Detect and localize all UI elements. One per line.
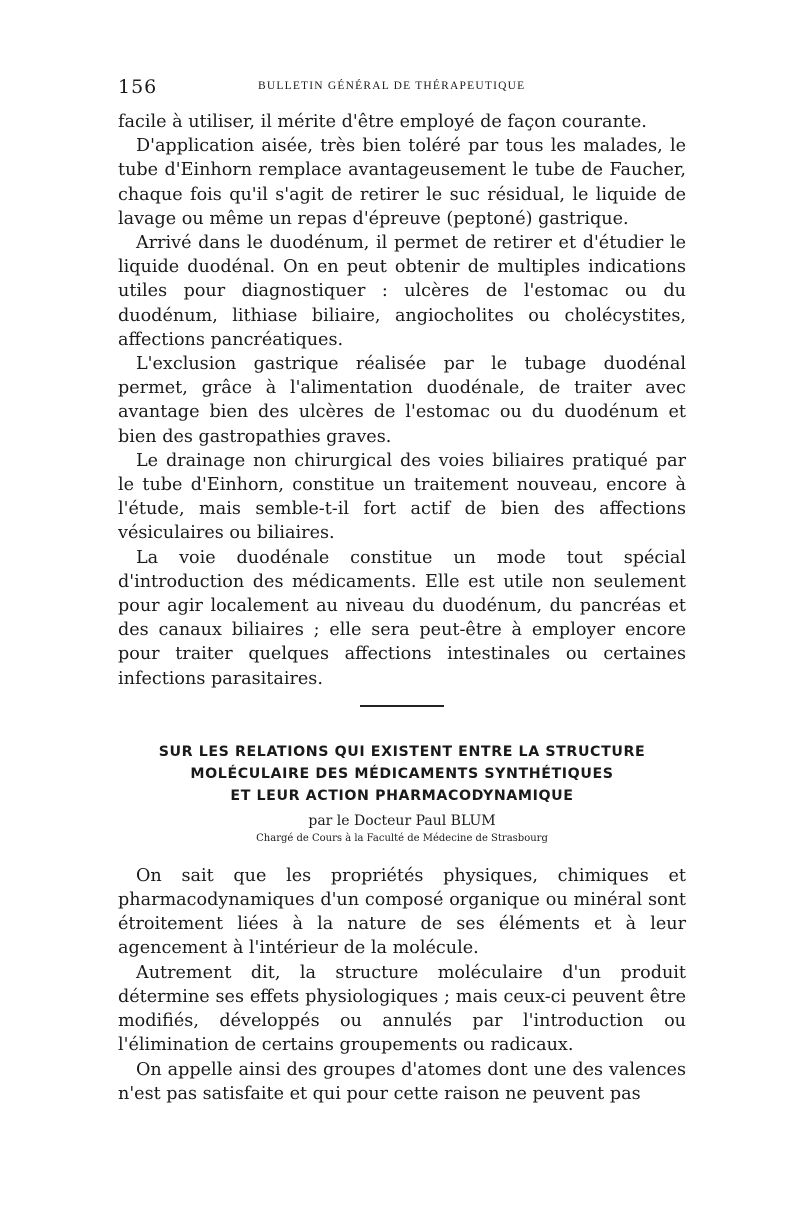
author-byline: par le Docteur Paul BLUM	[308, 812, 496, 829]
article-title-line: SUR LES RELATIONS QUI EXISTENT ENTRE LA STRUCTURE	[158, 743, 646, 760]
body-paragraph: Arrivé dans le duodénum, il permet de retirer et d'étudier le liquide duodénal. On en peut obtenir de multiples indications utiles pour diagnostiquer : ulcères de l'estomac ou du duodénum, lithiase biliaire, angiocholites ou cholécystites, affections pancréatiques.	[118, 233, 686, 350]
body-paragraph: Le drainage non chirurgical des voies biliaires pratiqué par le tube d'Einhorn, constitue un traitement nouveau, encore à l'étude, mais semble-t-il fort actif de bien des affections vésiculaires ou biliaires.	[118, 450, 686, 544]
body-paragraph: facile à utiliser, il mérite d'être employé de façon courante.	[118, 112, 647, 132]
second-article-body	[118, 864, 686, 1106]
author-affiliation: Chargé de Cours à la Faculté de Médecine de Strasbourg	[256, 832, 548, 844]
body-paragraph: Autrement dit, la structure moléculaire d'un produit détermine ses effets physiologiques ; mais ceux-ci peuvent être modifiés, développés ou annulés par l'introduction ou l'élimination de certains groupements ou radicaux.	[118, 962, 686, 1056]
book-page	[118, 70, 686, 1106]
body-paragraph: D'application aisée, très bien toléré par tous les malades, le tube d'Einhorn remplace avantageusement le tube de Faucher, chaque fois qu'il s'agit de retirer le suc résidual, le liquide de lavage ou même un repas d'épreuve (peptoné) gastrique.	[118, 136, 686, 229]
article-title	[118, 741, 686, 807]
first-article-body	[118, 110, 686, 691]
article-title-line: MOLÉCULAIRE DES MÉDICAMENTS SYNTHÉTIQUES	[190, 765, 614, 782]
body-paragraph: On appelle ainsi des groupes d'atomes dont une des valences n'est pas satisfaite et qui pour cette raison ne peuvent pas	[118, 1059, 686, 1104]
page-number: 156	[118, 76, 158, 98]
journal-title: BULLETIN GÉNÉRAL DE THÉRAPEUTIQUE	[258, 80, 526, 92]
section-divider	[360, 705, 444, 707]
running-header	[118, 70, 686, 100]
body-paragraph: La voie duodénale constitue un mode tout spécial d'introduction des médicaments. Elle est utile non seulement pour agir localement au niveau du duodénum, du pancréas et des canaux biliaires ; elle sera peut-être à employer encore pour traiter quelques affections intestinales ou certaines infections parasitaires.	[118, 547, 686, 689]
body-paragraph: On sait que les propriétés physiques, chimiques et pharmacodynamiques d'un composé organique ou minéral sont étroitement liées à la nature de ses éléments et à leur agencement à l'intérieur de la molécule.	[118, 865, 686, 959]
article-title-line: ET LEUR ACTION PHARMACODYNAMIQUE	[230, 787, 574, 804]
body-paragraph: L'exclusion gastrique réalisée par le tubage duodénal permet, grâce à l'alimentation duodénale, de traiter avec avantage bien des ulcères de l'estomac ou du duodénum et bien des gastropathies graves.	[118, 354, 686, 447]
